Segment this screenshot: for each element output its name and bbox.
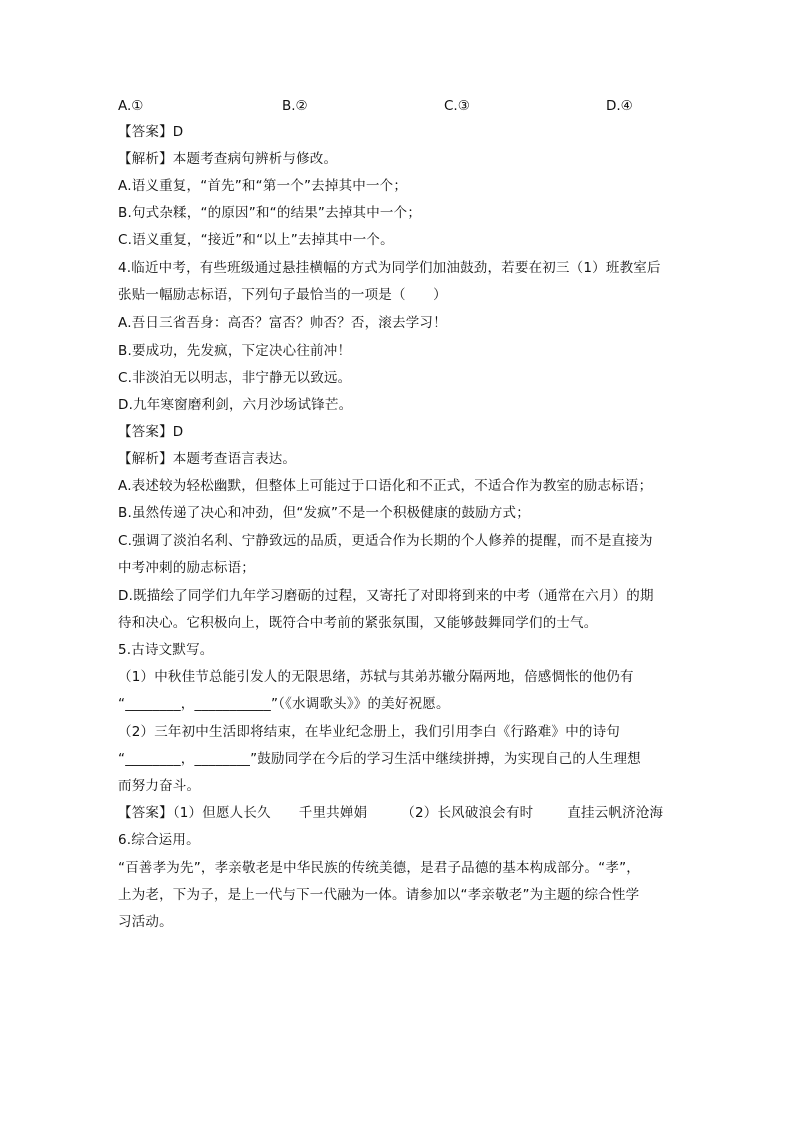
q4-explain-b: B.虽然传递了决心和冲劲，但“发疯”不是一个积极健康的鼓励方式； bbox=[118, 505, 530, 521]
q5-part1-line-1: （1）中秋佳节总能引发人的无限思绪，苏轼与其弟苏辙分隔两地，倍感惆怅的他仍有 bbox=[118, 669, 634, 685]
q4-option-c: C.非淡泊无以明志，非宁静无以致远。 bbox=[118, 370, 352, 386]
q4-explain-c-line-2: 中考冲刺的励志标语； bbox=[118, 560, 255, 576]
q4-stem-line-1: 4.临近中考，有些班级通过悬挂横幅的方式为同学们加油鼓劲，若要在初三（1）班教室后 bbox=[118, 260, 661, 276]
q6-title: 6.综合运用。 bbox=[118, 832, 200, 848]
q5-answer-2: 千里共婵娟 bbox=[298, 805, 368, 821]
q4-option-a: A.吾日三省吾身：高否？富否？帅否？否，滚去学习！ bbox=[118, 315, 447, 331]
q3-explain-b: B.句式杂糅，“的原因”和“的结果”去掉其中一个； bbox=[118, 205, 422, 221]
q5-part2-line-1: （2）三年初中生活即将结束，在毕业纪念册上，我们引用李白《行路难》中的诗句 bbox=[118, 724, 620, 740]
option-d: D.④ bbox=[606, 98, 633, 114]
q4-analysis: 【解析】本题考查语言表达。 bbox=[118, 451, 297, 467]
q4-explain-d-line-1: D.既描绘了同学们九年学习磨砺的过程，又寄托了对即将到来的中考（通常在六月）的期 bbox=[118, 588, 654, 604]
q4-explain-c-line-1: C.强调了淡泊名利、宁静致远的品质，更适合作为长期的个人修养的提醒，而不是直接为 bbox=[118, 533, 653, 549]
q5-part2-line-3: 而努力奋斗。 bbox=[118, 778, 201, 794]
q5-title: 5.古诗文默写。 bbox=[118, 642, 214, 658]
q6-paragraph-line-2: 上为老，下为子，是上一代与下一代融为一体。请参加以“孝亲敬老”为主题的综合性学 bbox=[118, 887, 640, 903]
q5-part1-line-2: “________，___________”（《水调歌头》》的美好祝愿。 bbox=[118, 696, 450, 712]
q5-answer-1: （1）但愿人长久 bbox=[172, 805, 271, 821]
q4-option-d: D.九年寒窗磨利剑，六月沙场试锋芒。 bbox=[118, 397, 353, 413]
q5-answer-4: 直挂云帆济沧海 bbox=[567, 805, 664, 821]
q5-part2-line-2: “________，________”鼓励同学在今后的学习生活中继续拼搏，为实现自己的人生理想 bbox=[118, 751, 641, 767]
q3-analysis: 【解析】本题考查病句辨析与修改。 bbox=[118, 151, 338, 167]
q4-answer: 【答案】D bbox=[118, 424, 184, 440]
q4-option-b: B.要成功，先发疯，下定决心往前冲！ bbox=[118, 343, 352, 359]
option-c: C.③ bbox=[444, 98, 470, 114]
option-a: A.① bbox=[118, 98, 144, 114]
q4-explain-d-line-2: 待和决心。它积极向上，既符合中考前的紧张氛围，又能够鼓舞同学们的士气。 bbox=[118, 615, 598, 631]
q3-answer: 【答案】D bbox=[118, 124, 184, 140]
option-b: B.② bbox=[282, 98, 308, 114]
q5-answer-label: 【答案】 bbox=[118, 805, 173, 821]
q5-answer bbox=[118, 803, 663, 823]
q3-explain-a: A.语义重复，“首先”和“第一个”去掉其中一个； bbox=[118, 178, 408, 194]
q5-answer-3: （2）长风破浪会有时 bbox=[401, 805, 534, 821]
q4-explain-a: A.表述较为轻松幽默，但整体上可能过于口语化和不正式，不适合作为教室的励志标语； bbox=[118, 478, 653, 494]
q6-paragraph-line-1: “百善孝为先”，孝亲敬老是中华民族的传统美德，是君子品德的基本构成部分。“孝”， bbox=[118, 860, 640, 876]
q3-explain-c: C.语义重复，“接近”和“以上”去掉其中一个。 bbox=[118, 232, 394, 248]
q6-paragraph-line-3: 习活动。 bbox=[118, 914, 173, 930]
q4-stem-line-2: 张贴一幅励志标语，下列句子最恰当的一项是（ ） bbox=[118, 287, 447, 303]
